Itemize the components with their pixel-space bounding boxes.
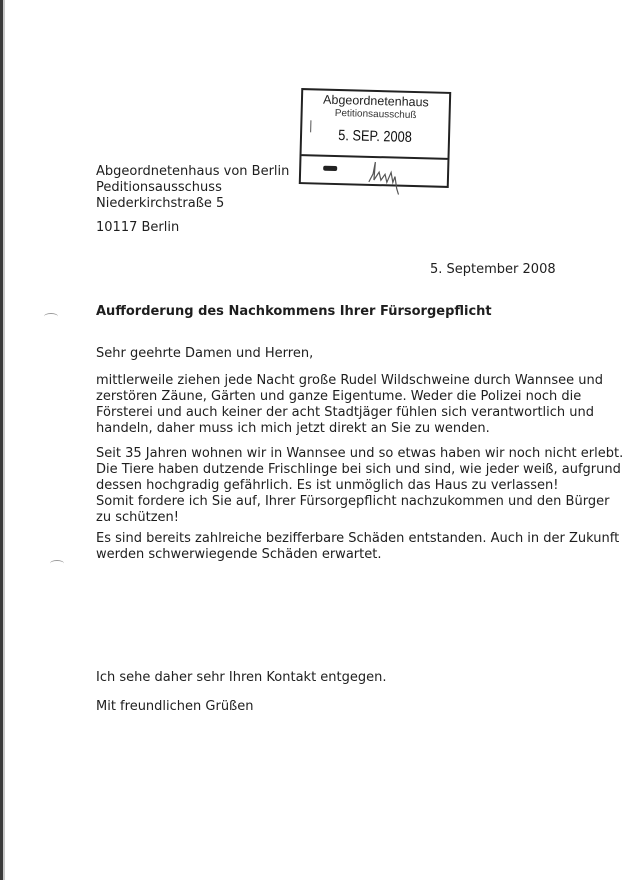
text-line: Seit 35 Jahren wohnen wir in Wannsee und so etwas haben wir noch nicht erlebt. [96, 446, 624, 461]
punch-hole-mark [44, 313, 58, 320]
text-line: Försterei und auch keiner der acht Stadtjäger fühlen sich verantwortlich und [96, 405, 595, 420]
received-stamp [299, 88, 451, 188]
text-line: dessen hochgradig gefährlich. Es ist unmöglich das Haus zu verlassen! [96, 478, 559, 493]
signature-icon [361, 154, 422, 196]
recipient-street: Niederkirchstraße 5 [96, 196, 225, 211]
letter-date: 5. September 2008 [430, 262, 556, 277]
paragraph-3 [96, 531, 620, 563]
text-line: zerstören Zäune, Gärten und ganze Eigentume. Weder die Polizei noch die [96, 389, 582, 404]
text-line: handeln, daher muss ich mich jetzt direkt an Sie zu wenden. [96, 421, 490, 436]
stamp-ink-blot [323, 166, 337, 171]
letter-subject: Aufforderung des Nachkommens Ihrer Fürsorgepflicht [96, 304, 492, 319]
recipient-city: 10117 Berlin [96, 220, 180, 235]
closing-greeting: Mit freundlichen Grüßen [96, 699, 254, 714]
paragraph-1 [96, 373, 603, 437]
stamp-date: 5. SEP. 2008 [338, 127, 412, 146]
recipient-address [96, 164, 289, 212]
recipient-line1: Abgeordnetenhaus von Berlin [96, 164, 290, 179]
stamp-mark [310, 120, 311, 132]
text-line: Somit fordere ich Sie auf, Ihrer Fürsorgepflicht nachzukommen und den Bürger [96, 494, 610, 509]
salutation: Sehr geehrte Damen und Herren, [96, 346, 314, 361]
text-line: zu schützen! [96, 510, 179, 525]
closing-sentence: Ich sehe daher sehr Ihren Kontakt entgegen. [96, 670, 387, 685]
stamp-title: Abgeordnetenhaus [322, 92, 429, 110]
paragraph-2 [96, 446, 624, 526]
text-line: Die Tiere haben dutzende Frischlinge bei sich und sind, wie jeder weiß, aufgrund [96, 462, 621, 477]
stamp-header-box [302, 90, 450, 160]
punch-hole-mark [50, 560, 64, 567]
text-line: werden schwerwiegende Schäden erwartet. [96, 547, 382, 562]
text-line: mittlerweile ziehen jede Nacht große Rudel Wildschweine durch Wannsee und [96, 373, 603, 388]
stamp-subtitle: Petitionsausschuß [334, 107, 417, 122]
text-line: Es sind bereits zahlreiche bezifferbare Schäden entstanden. Auch in der Zukunft [96, 531, 620, 546]
scan-edge-shadow [3, 0, 5, 880]
recipient-line2: Peditionsausschuss [96, 180, 222, 195]
